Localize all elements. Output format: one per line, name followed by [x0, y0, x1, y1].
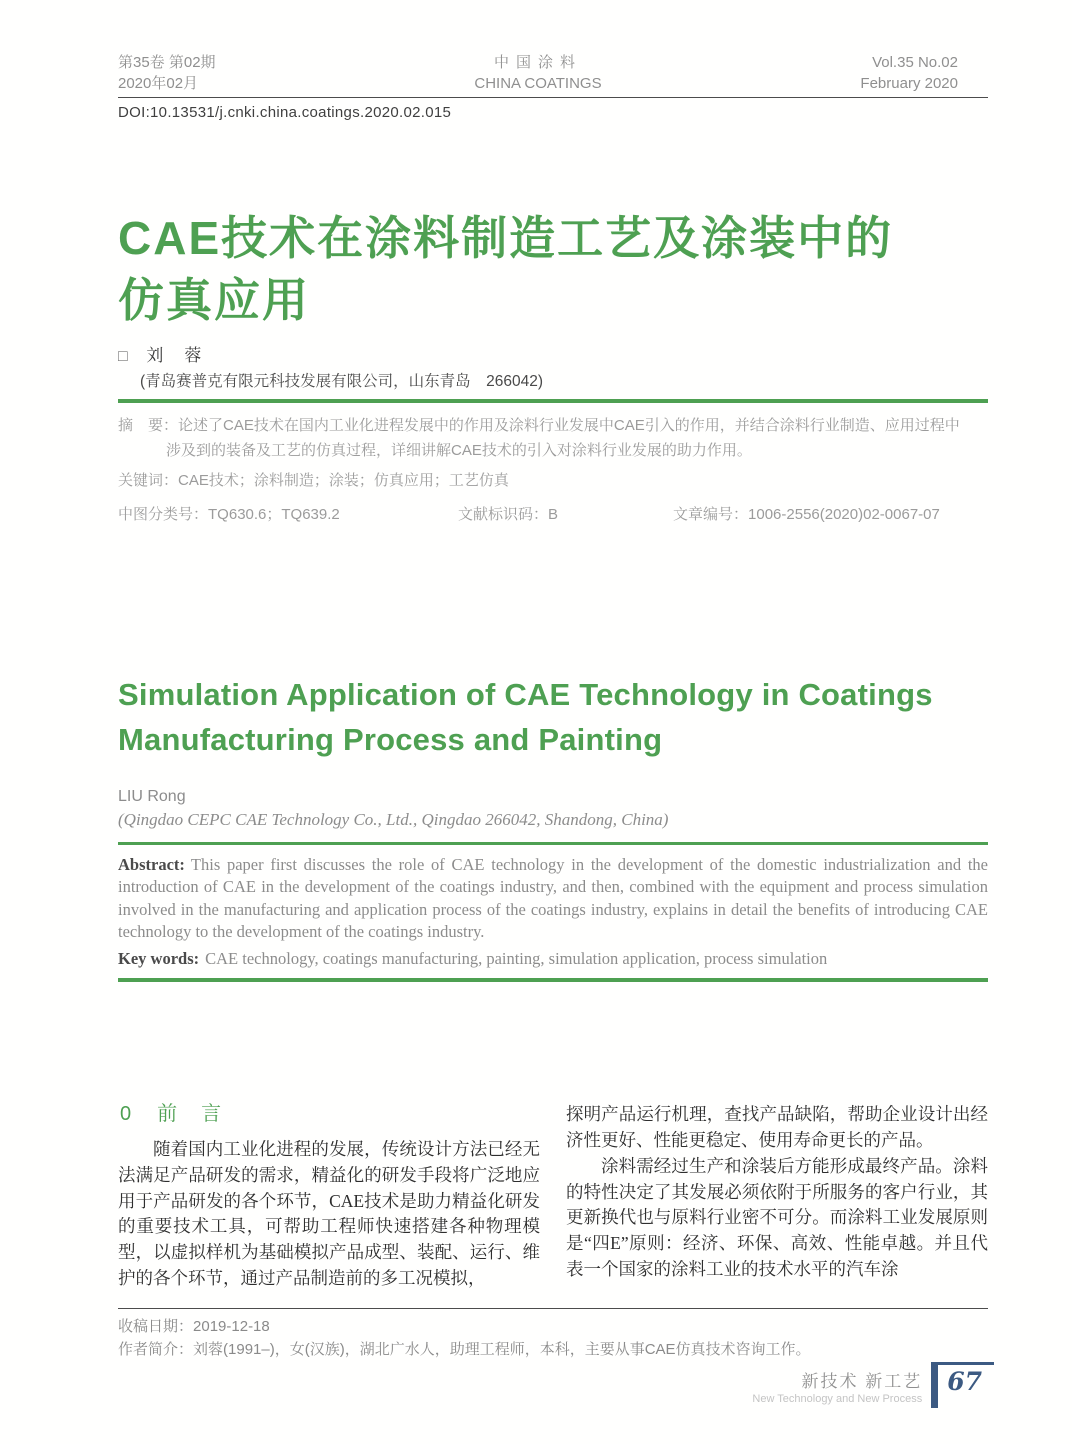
abstract-en-text: This paper first discusses the role of CAE technology in the development of the domestic industrialization and the introduction of CAE in the development of the coatings industry, and then, combined with the equipment and process simulation involved in the manufacturing and application process of the coatings industry, explains in detail the benefits of introducing CAE technology to the development of the coatings industry. [118, 854, 988, 942]
body-columns [118, 1102, 988, 1292]
article-title-cn-line1: CAE技术在涂料制造工艺及涂装中的 [118, 212, 894, 264]
received-date-line [118, 1315, 988, 1338]
date-en: February 2020 [860, 75, 958, 92]
footnote-divider [118, 1308, 988, 1309]
footer-column-en: New Technology and New Process [752, 1393, 923, 1405]
author-bio-label: 作者简介： [118, 1340, 194, 1358]
abstract-en [118, 854, 988, 971]
journal-name-en: CHINA COATINGS [474, 75, 602, 92]
affiliation-cn: (青岛赛普克有限元科技发展有限公司，山东青岛 266042) [140, 373, 544, 390]
author-bio-text: 刘蓉(1991–)，女(汉族)，湖北广水人，助理工程师，本科，主要从事CAE仿真技术咨询工作。 [193, 1340, 811, 1358]
keywords-cn-label: 关键词： [118, 472, 179, 489]
clc-value: TQ630.6；TQ639.2 [208, 506, 340, 523]
footnote-block [118, 1315, 988, 1361]
author-name-en: LIU Rong [118, 787, 186, 805]
keywords-en [118, 948, 988, 971]
section-heading-0 [120, 1102, 540, 1128]
abstract-cn-label: 摘 要： [118, 417, 179, 434]
author-name-cn: 刘 蓉 [146, 346, 204, 365]
document-code-value: B [548, 506, 559, 523]
abstract-cn [118, 413, 960, 463]
keywords-cn [118, 468, 960, 493]
author-marker-square-icon: □ [118, 348, 128, 365]
volume-issue-cn: 第35卷 第02期 [118, 54, 216, 71]
article-title-en-line1: Simulation Application of CAE Technology in Coatings [118, 677, 933, 712]
footer-column-name [752, 1367, 922, 1405]
body-paragraph-left: 随着国内工业化进程的发展，传统设计方法已经无法满足产品研发的需求，精益化的研发手段将广泛地应用于产品研发的各个环节，CAE技术是助力精益化研发的重要技术工具，可帮助工程师快速搭建各种物理模型，以虚拟样机为基础模拟产品成型、装配、运行、维护的各个环节，通过产品制造前的多工况模拟， [118, 1139, 540, 1288]
page-content [118, 0, 988, 1361]
classification-row [118, 502, 960, 527]
header-issue-cn [118, 52, 216, 94]
affiliation-en: (Qingdao CEPC CAE Technology Co., Ltd., Qingdao 266042, Shandong, China) [118, 809, 669, 829]
abstract-en-label: Abstract: [118, 854, 185, 874]
body-paragraph-right-2: 涂料需经过生产和涂装后方能形成最终产品。涂料的特性决定了其发展必须依附于所服务的客户行业，其更新换代也与原料行业密不可分。而涂料工业发展原则是“四E”原则：经济、环保、高效、性能卓越。并且代表一个国家的涂料工业的技术水平的汽车涂 [566, 1155, 988, 1279]
footer-column-cn: 新技术 新工艺 [801, 1372, 923, 1391]
author-row-cn [118, 341, 988, 366]
body-paragraph-right-1: 探明产品运行机理，查找产品缺陷，帮助企业设计出经济性更好、性能更稳定、使用寿命更长的产品。 [566, 1104, 988, 1151]
keywords-cn-text: CAE技术；涂料制造；涂装；仿真应用；工艺仿真 [178, 472, 509, 489]
abstract-cn-block [118, 413, 988, 527]
section-number: 0 [120, 1103, 132, 1126]
article-id-label: 文章编号： [673, 506, 749, 523]
volume-issue-en: Vol.35 No.02 [872, 54, 958, 71]
abstract-cn-text: 论述了CAE技术在国内工业化进程发展中的作用及涂料行业发展中CAE引入的作用，并结合涂料行业制造、应用过程中涉及到的装备及工艺的仿真过程，详细讲解CAE技术的引入对涂料行业发展的助力作用。 [166, 417, 960, 459]
body-column-left [118, 1102, 540, 1292]
document-code-label: 文献标识码： [458, 506, 549, 523]
header-issue-en [860, 52, 958, 94]
article-id-value: 1006-2556(2020)02-0067-07 [748, 506, 940, 523]
article-title-en [118, 672, 988, 762]
journal-name-cn: 中国涂料 [493, 54, 582, 71]
article-title-cn-line2: 仿真应用 [118, 274, 310, 326]
author-bio-line [118, 1338, 988, 1361]
article-id [673, 502, 940, 527]
document-code [458, 502, 673, 527]
clc-label: 中图分类号： [118, 506, 209, 523]
page-number: 67 [931, 1362, 994, 1408]
header-journal-name [474, 52, 601, 94]
clc-number [118, 502, 458, 527]
doi-line: DOI:10.13531/j.cnki.china.coatings.2020.02.015 [118, 104, 452, 121]
article-title-en-line2: Manufacturing Process and Painting [118, 722, 663, 757]
green-divider-abstract-top [118, 842, 988, 845]
green-divider-top [118, 399, 988, 403]
header-divider [118, 97, 988, 98]
green-divider-abstract-bottom [118, 978, 988, 982]
date-cn: 2020年02月 [118, 75, 199, 92]
section-title: 前 言 [157, 1103, 224, 1126]
page-footer [752, 1362, 994, 1408]
keywords-en-label: Key words: [118, 948, 200, 968]
body-column-right [566, 1102, 988, 1292]
received-date-label: 收稿日期： [118, 1317, 194, 1335]
received-date-value: 2019-12-18 [193, 1317, 270, 1335]
article-title-cn [118, 207, 988, 331]
journal-header [118, 0, 988, 94]
keywords-en-text: CAE technology, coatings manufacturing, painting, simulation application, process simulation [205, 948, 828, 968]
